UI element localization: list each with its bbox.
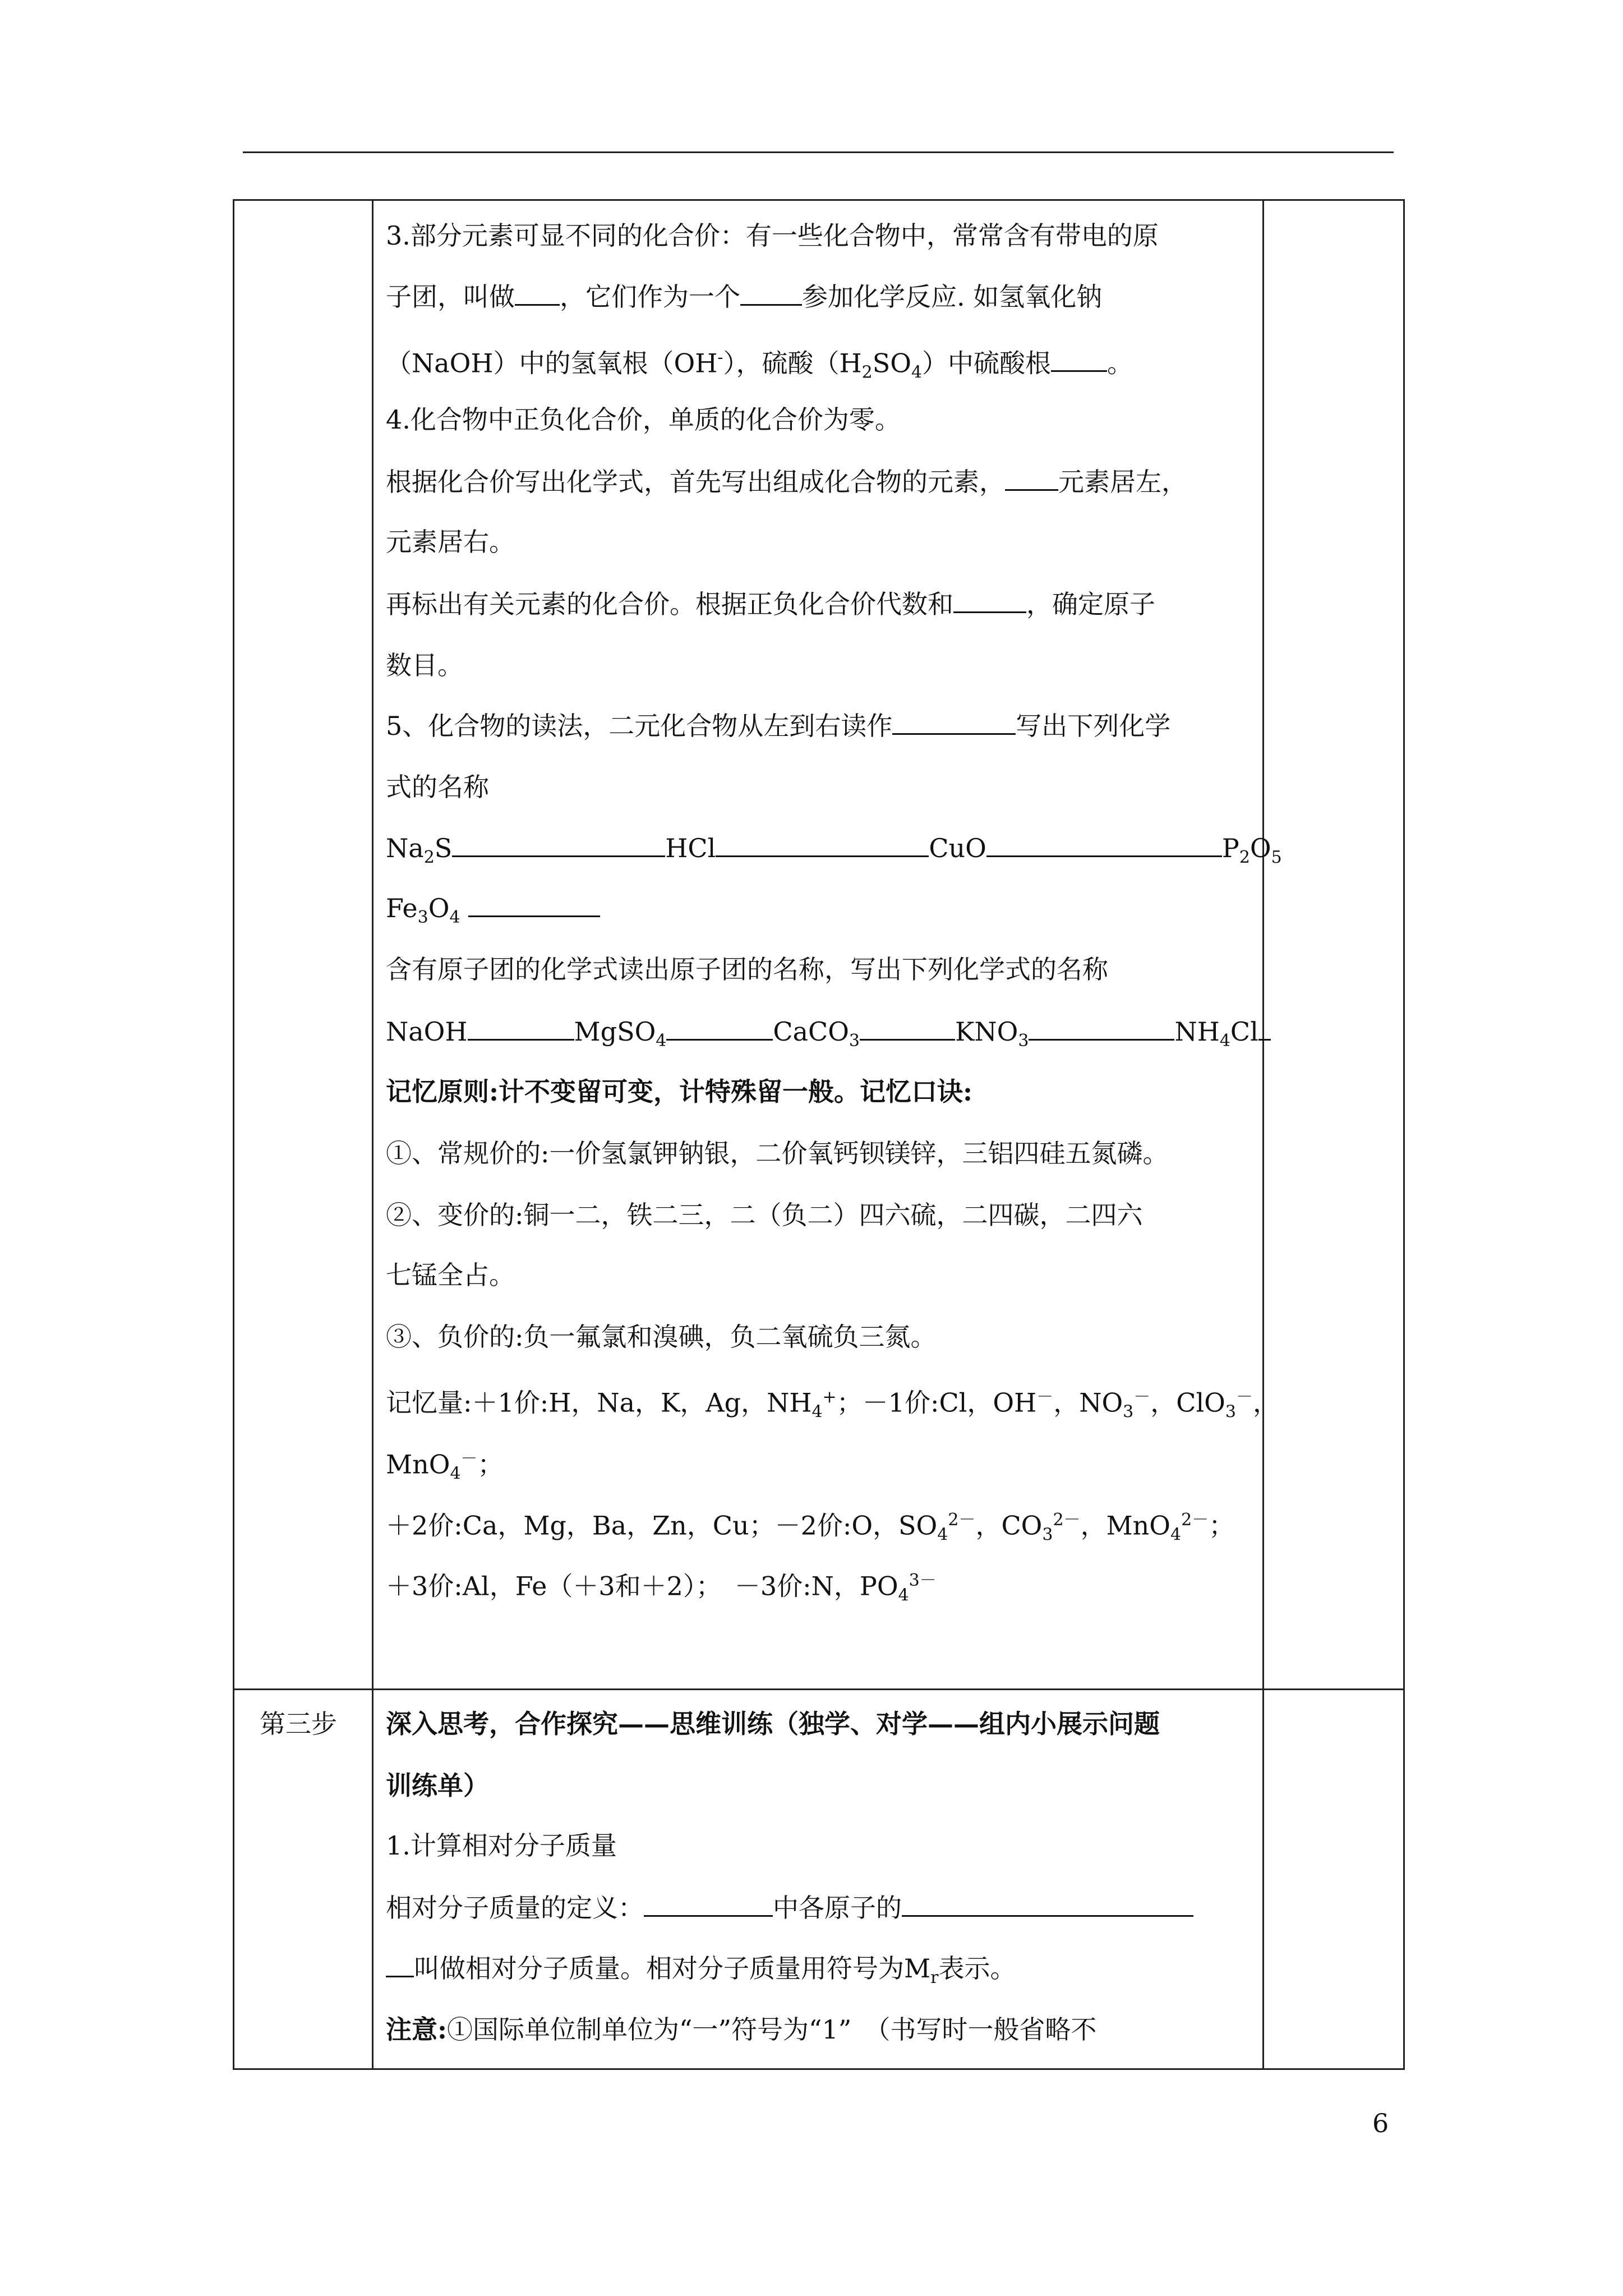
text-line: $Fe_3O_4$ [386,891,600,935]
step-label: 第三步 [260,1709,337,1739]
text-line: ②、变价的:铜一二，铁二三，二（负二）四六硫，二四碳，二四六 [386,1200,1143,1230]
header-rule [243,151,1394,153]
column-divider-left [372,201,374,2068]
text-line: 根据化合价写出化学式，首先写出组成化合物的元素， 元素居左， [386,464,1187,499]
text-line: ＋3价:Al，Fe（＋3和＋2）； －3价:N，$PO_4^{3-}$ [386,1571,937,1605]
text-line: NaOH MgSO$_4$ CaCO$_3$ $KNO_3$ $NH_4Cl$ [386,1014,1271,1058]
fill-blank [986,831,1222,857]
text-line: 4.化合物中正负化合价，单质的化合价为零。 [386,404,901,435]
fill-blank [452,831,665,857]
fill-blank [666,1014,773,1041]
text-line: ＋2价:Ca，Mg，Ba，Zn，Cu；－2价:O，$SO_4^{2-}$，$CO_3^{2-}$，MnO$_4^{2-}$； [386,1510,1235,1545]
fill-blank [860,1014,955,1041]
text-line: 含有原子团的化学式读出原子团的名称，写出下列化学式的名称 [386,954,1108,984]
text-line: MnO$_4$－； [386,1449,504,1484]
fill-blank [716,831,929,857]
fill-blank [386,1951,414,1977]
text-line: 七锰全占。 [386,1260,515,1290]
text-line: 再标出有关元素的化合价。根据正负化合价代数和 ，确定原子 [386,587,1155,621]
text-line: 3.部分元素可显不同的化合价：有一些化合物中，常常含有带电的原 [386,220,1159,251]
fill-blank [515,279,560,306]
fill-blank [644,1890,773,1917]
fill-blank [468,891,600,917]
fill-blank [1051,346,1107,372]
column-divider-right [1262,201,1264,2068]
worksheet-table [233,199,1405,2070]
text-line: 元素居右。 [386,527,515,557]
text-line: 深入思考，合作探究——思维训练（独学、对学——组内小展示问题 [386,1709,1160,1739]
fill-blank [1005,464,1058,491]
text-line: （NaOH）中的氢氧根（OH-），硫酸$(H_2SO_4)$中硫酸根 。 [386,341,1133,390]
fill-blank [953,587,1026,613]
text-line: 5、化合物的读法，二元化合物从左到右读作 写出下列化学 [386,708,1170,743]
text-line: $Na_2S$ HCl CuO $P_2O_5$ [386,831,1282,875]
text-line: 训练单） [386,1770,489,1801]
text-line: 相对分子质量的定义： 中各原子的 [386,1890,1193,1925]
text-line: ③、负价的:负一氟氯和溴碘，负二氧硫负三氮。 [386,1322,937,1352]
fill-blank [468,1014,574,1041]
text-line: 叫做相对分子质量。相对分子质量用符号为$M_r$表示。 [386,1951,1016,1995]
text-line: 记忆量:＋1价:H，Na，K，Ag，$NH_4^+$；－1价:Cl，OH－，$NO_3^-$，ClO$_3$－， [386,1387,1279,1422]
fill-blank [1029,1014,1174,1041]
text-line: 记忆原则:计不变留可变，计特殊留一般。记忆口诀: [386,1076,972,1107]
text-line: 式的名称 [386,772,489,802]
page-number: 6 [1372,2108,1389,2138]
row-divider [234,1688,1403,1690]
text-line: ①、常规价的:一价氢氯钾钠银，二价氧钙钡镁锌，三铝四硅五氮磷。 [386,1138,1169,1168]
fill-blank [892,708,1016,735]
text-line: 子团，叫做 ，它们作为一个 参加化学反应. 如氢氧化钠 [386,279,1102,314]
text-line: 数目。 [386,650,463,680]
text-line: 1.计算相对分子质量 [386,1830,617,1861]
text-line: 注意:①国际单位制单位为“一”符号为“1” （书写时一般省略不 [386,2014,1097,2045]
fill-blank [740,279,802,306]
fill-blank [902,1890,1193,1917]
fill-blank [1258,1014,1271,1041]
